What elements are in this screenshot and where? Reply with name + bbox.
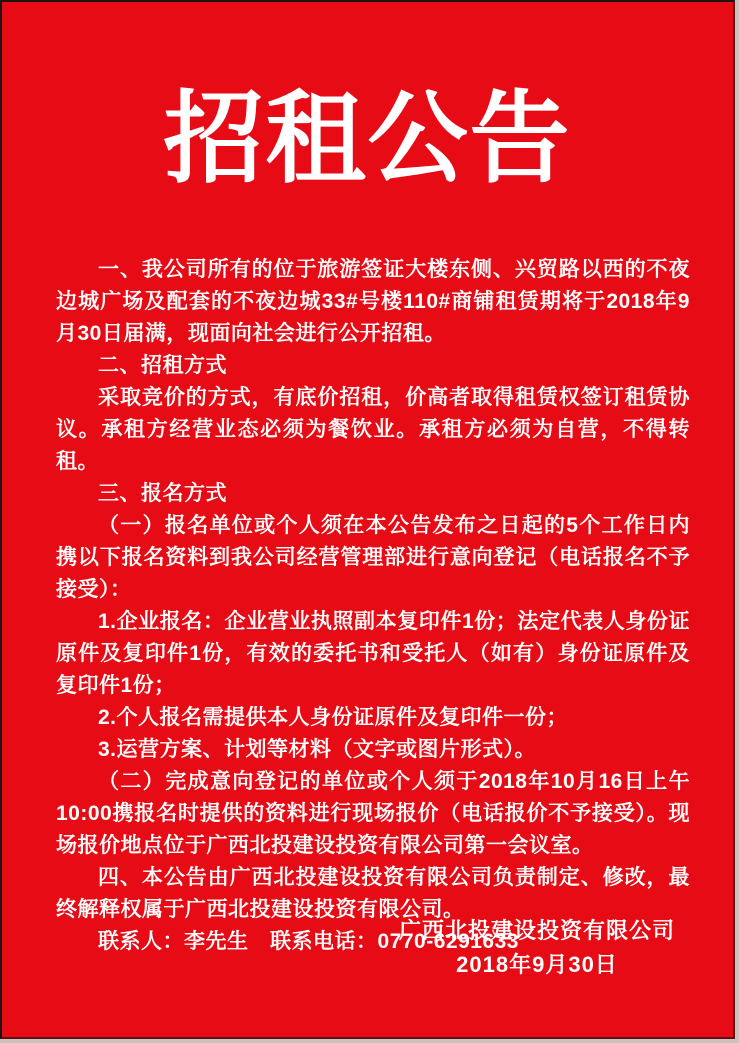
- heading-section-rental-method: 二、招租方式: [98, 354, 227, 377]
- para-registration-rules: （一）报名单位或个人须在本公告发布之日起的5个工作日内携以下报名资料到我公司经营管理部进行意向登记（电话报名不予接受）：: [56, 514, 690, 601]
- signature-block: [399, 914, 675, 982]
- para-onsite-bidding: （二）完成意向登记的单位或个人须于2018年10月16日上午10:00携报名时提供的资料进行现场报价（电话报价不予接受）。现场报价地点位于广西北投建设投资有限公司第一会议室。: [56, 770, 690, 857]
- poster-title: 招租公告: [163, 84, 572, 195]
- para-rental-method: 采取竞价的方式，有底价招租，价高者取得租赁权签订租赁协议。承租方经营业态必须为餐饮业。承租方必须为自营，不得转租。: [56, 386, 690, 473]
- para-property-intro: 一、我公司所有的位于旅游签证大楼东侧、兴贸路以西的不夜边城广场及配套的不夜边城33#号楼110#商铺租赁期将于2018年9月30日届满，现面向社会进行公开招租。: [56, 258, 690, 345]
- para-enterprise-documents: 1.企业报名：企业营业执照副本复印件1份；法定代表人身份证原件及复印件1份，有效的委托书和受托人（如有）身份证原件及复印件1份；: [56, 610, 690, 697]
- signature-company: 广西北投建设投资有限公司: [398, 918, 675, 943]
- para-individual-documents: 2.个人报名需提供本人身份证原件及复印件一份；: [98, 706, 569, 729]
- heading-section-registration: 三、报名方式: [98, 482, 227, 505]
- announcement-body: [56, 254, 690, 958]
- para-interpretation-rights: 四、本公告由广西北投建设投资有限公司负责制定、修改，最终解释权属于广西北投建设投资有限公司。: [56, 866, 690, 921]
- para-operation-plan: 3.运营方案、计划等材料（文字或图片形式）。: [98, 738, 537, 761]
- signature-date: 2018年9月30日: [456, 952, 618, 977]
- para-contact-info: 联系人：李先生 联系电话：0770-6291633: [98, 930, 519, 953]
